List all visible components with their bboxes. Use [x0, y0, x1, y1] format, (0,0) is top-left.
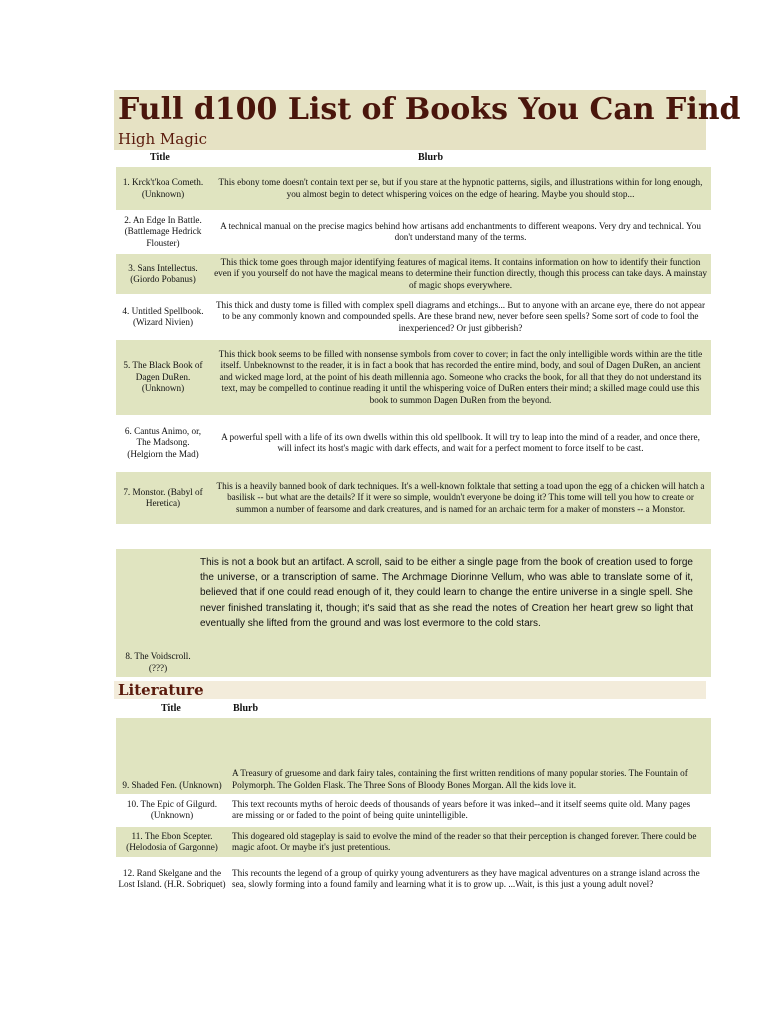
book-blurb: This ebony tome doesn't contain text per se, but if you stare at the hypnotic patterns, sigils, and illustrations within for long enough, you almost begin to detect whispering voices on the edge of hearing. Maybe you should stop... — [218, 177, 703, 199]
book-title: 5. The Black Book of Dagen DuRen. (Unknown) — [123, 360, 203, 394]
book-title: 3. Sans Intellectus. (Giordo Pobanus) — [128, 262, 198, 284]
column-header-blurb: Blurb — [418, 152, 444, 163]
table-row — [116, 340, 711, 415]
book-blurb: This text recounts myths of heroic deeds of thousands of years before it was inked--and it itself seems quite old. Many pages are missing or or faded to the point of being quite unintelligible. — [232, 798, 691, 820]
book-blurb: This thick and dusty tome is filled with complex spell diagrams and etchings... But to anyone with an arcane eye, there do not appear to be any commonly known and compounded spells. Are these brand new, never before seen spells? Some sort of code to fool the inexperienced? Or just gibberish? — [215, 299, 706, 333]
table-row — [116, 167, 711, 210]
book-title: 8. The Voidscroll. (???) — [125, 651, 191, 673]
book-blurb: A powerful spell with a life of its own dwells within this old spellbook. It will try to leap into the mind of a reader, and once there, will infect its host's magic with dark effects, and wait for a perfect moment to force itself to be cast. — [221, 431, 700, 453]
document-title: Full d100 List of Books You Can Find — [118, 92, 741, 127]
book-blurb: This thick book seems to be filled with nonsense symbols from cover to cover; in fact the only intelligible words within are the title itself. Unbeknownst to the reader, it is in fact a book that has recorded the entire mind, body, and soul of Dagen DuRen, an ancient and wicked mage lord, at the point of his death millennia ago. Someone who cracks the book, for all that they do not understand its text, may be compelled to continue reading it until the whispering voice of DuRen enters their mind; a skilled mage could use this book to summon Dagen DuRen from the beyond. — [218, 348, 703, 405]
book-blurb: This recounts the legend of a group of quirky young adventurers as they have magical adventures on a strange island across the sea, slowly forming into a found family and learning what it is to grow up. ...Wait, is this just a young adult novel? — [232, 867, 700, 889]
table-row — [116, 859, 711, 899]
book-title: 2. An Edge In Battle. (Battlemage Hedrick Flouster) — [124, 214, 202, 248]
section-heading-high-magic: High Magic — [118, 130, 208, 148]
table-row — [116, 297, 711, 337]
book-title: 4. Untitled Spellbook. (Wizard Nivien) — [122, 305, 204, 327]
book-blurb: A technical manual on the precise magics behind how artisans add enchantments to different weapons. Very dry and technical. You don't understand many of the terms. — [220, 220, 701, 242]
table-row — [116, 827, 711, 857]
book-title: 6. Cantus Animo, or, The Madsong. (Helgiorn the Mad) — [124, 425, 202, 459]
book-title: 1. Krck't'koa Cometh. (Unknown) — [122, 177, 204, 199]
column-header-title: Title — [161, 703, 181, 714]
table-row — [116, 796, 711, 824]
column-header-title: Title — [150, 152, 170, 163]
table-row — [116, 417, 711, 469]
column-header-blurb: Blurb — [233, 703, 259, 714]
section-heading-literature: Literature — [118, 681, 204, 699]
book-blurb: This is not a book but an artifact. A scroll, said to be either a single page from the book of creation used to forge the universe, or a transcription of same. The Archmage Diorinne Vellum, who was able to translate some of it, believed that if one could read enough of it, they could learn to change the entire universe in a single spell. She never finished translating it, though; it's said that as she read the notes of Creation her heart grew so light that eventually she lifted from the ground and was lost evermore to the cold stars. — [200, 557, 693, 629]
book-title: 9. Shaded Fen. (Unknown) — [122, 779, 222, 790]
book-blurb: This dogeared old stageplay is said to evolve the mind of the reader so that their perception is changed forever. There could be magic afoot. Or maybe it's just pretentious. — [232, 830, 697, 852]
table-row — [116, 254, 711, 294]
book-blurb: This thick tome goes through major identifying features of magical items. It contains information on how to identify their function even if you yourself do not have the magical means to determine their function directly, though this process can take days. A mainstay of magic shops everywhere. — [214, 256, 707, 290]
book-title: 12. Rand Skelgane and the Lost Island. (H.R. Sobriquet) — [118, 867, 226, 889]
table-row — [116, 472, 711, 524]
table-row — [116, 212, 711, 252]
book-title: 10. The Epic of Gilgurd. (Unknown) — [126, 798, 218, 820]
book-title: 7. Monstor. (Babyl of Heretica) — [123, 486, 203, 508]
book-blurb: This is a heavily banned book of dark techniques. It's a well-known folktale that setting a toad upon the egg of a chicken will hatch a basilisk -- but what are the details? If it were so simple, wouldn't everyone be doing it? This tome will tell you how to create or summon a number of fearsome and dark creatures, and is named for an archaic term for a maker of monsters -- a Monstor. — [216, 480, 705, 514]
table-row — [116, 718, 711, 794]
book-blurb: A Treasury of gruesome and dark fairy tales, containing the first written renditions of many popular stories. The Fountain of Polymorph. The Golden Flask. The Three Sons of Bloody Bones Morgan. All the kids love it. — [232, 768, 688, 790]
table-row — [116, 549, 711, 677]
book-title: 11. The Ebon Scepter. (Helodosia of Gargonne) — [126, 830, 218, 852]
